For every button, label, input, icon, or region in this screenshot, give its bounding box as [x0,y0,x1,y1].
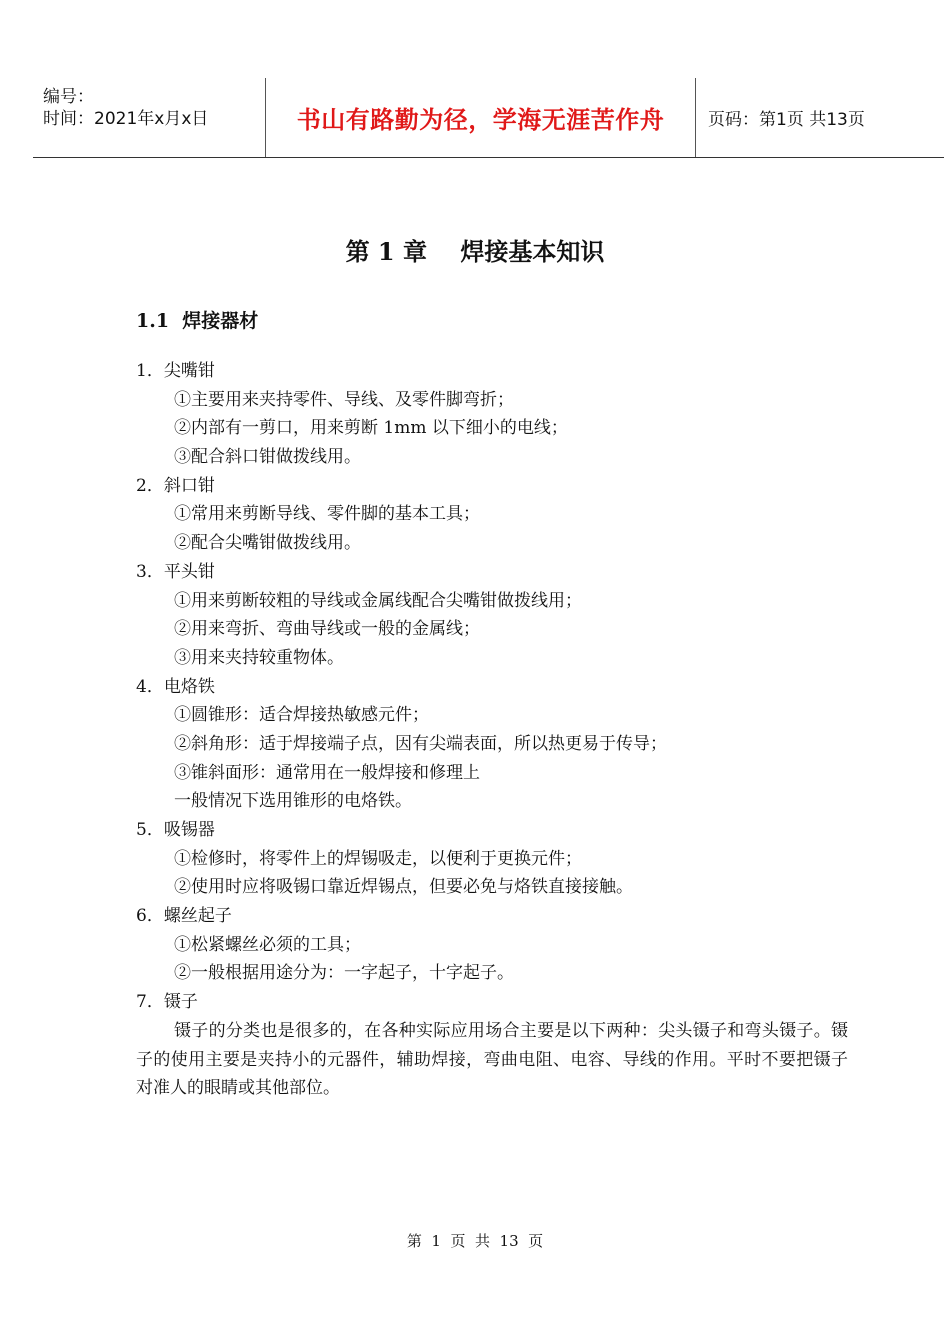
item-heading: 6．螺丝起子 [136,906,232,927]
item-heading: 5．吸锡器 [136,820,215,840]
header-left-cell [33,78,265,157]
number-label: 编号： [43,87,94,107]
motto: 书山有路勤为径，学海无涯苦作舟 [296,106,665,134]
item-7 [136,988,848,1103]
item-line: ②使用时应将吸锡口靠近焊锡点，但要必免与烙铁直接接触。 [174,877,633,898]
item-6 [136,902,848,988]
item-1 [136,357,848,472]
item-5 [136,816,848,902]
item-line: ①圆锥形：适合焊接热敏感元件； [174,705,429,726]
item-line: ②斜角形：适于焊接端子点，因有尖端表面，所以热更易于传导； [174,733,667,754]
tweezers-paragraph: 镊子的分类也是很多的，在各种实际应用场合主要是以下两种：尖头镊子和弯头镊子。镊子的使用主要是夹持小的元器件，辅助焊接，弯曲电阻、电容、导线的作用。平时不要把镊子对准人的眼睛或其他部位。 [136,1020,848,1099]
item-line: ②用来弯折、弯曲导线或一般的金属线； [174,619,480,640]
chapter-title: 第 1 章 焊接基本知识 [345,237,605,266]
item-line: ①检修时，将零件上的焊锡吸走，以便利于更换元件； [174,848,582,869]
item-heading: 4．电烙铁 [136,676,215,697]
item-line: 一般情况下选用锥形的电烙铁。 [174,791,412,812]
item-4 [136,673,848,816]
item-line: ③用来夹持较重物体。 [174,647,344,668]
item-line: ③锥斜面形：通常用在一般焊接和修理上 [174,762,480,783]
item-line: ①用来剪断较粗的导线或金属线配合尖嘴钳做拨线用； [174,590,582,611]
item-heading: 7．镊子 [136,992,198,1013]
header-page-cell [696,78,944,157]
section-title: 1.1 焊接器材 [136,310,259,332]
item-line: ③配合斜口钳做拨线用。 [174,447,361,468]
item-heading: 2．斜口钳 [136,475,215,496]
time-label: 时间：2021年x月x日 [43,109,209,129]
document-header [33,78,944,158]
item-line: ①常用来剪断导线、零件脚的基本工具； [174,504,480,525]
item-3 [136,558,848,673]
item-heading: 1．尖嘴钳 [136,361,215,381]
document-body [136,357,848,1103]
item-line: ②配合尖嘴钳做拨线用。 [174,533,361,554]
item-line: ①松紧螺丝必须的工具； [174,934,361,955]
header-motto-cell [265,78,696,157]
page-code: 页码：第1页 共13页 [708,110,865,130]
item-line: ①主要用来夹持零件、导线、及零件脚弯折； [174,389,514,410]
item-heading: 3．平头钳 [136,561,215,582]
item-2 [136,472,848,558]
item-line: ②一般根据用途分为：一字起子，十字起子。 [174,963,514,984]
item-line: ②内部有一剪口，用来剪断 1mm 以下细小的电线； [174,418,568,439]
page-footer: 第 1 页 共 13 页 [406,1232,544,1250]
